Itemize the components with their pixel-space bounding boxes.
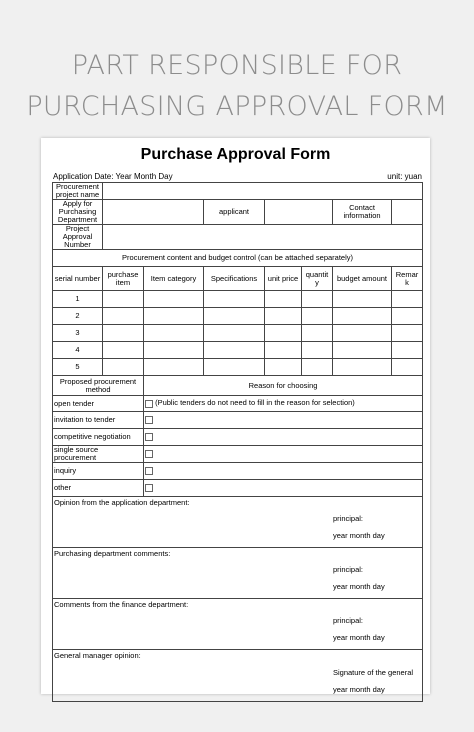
row-number: 1 bbox=[53, 291, 103, 308]
finance-opinion-label: Comments from the finance department: bbox=[54, 600, 189, 609]
cell[interactable] bbox=[103, 291, 144, 308]
finance-opinion-box[interactable] bbox=[53, 599, 423, 650]
cell[interactable] bbox=[333, 308, 392, 325]
banner-line-1: PART RESPONSIBLE FOR bbox=[71, 50, 403, 81]
cell[interactable] bbox=[265, 325, 302, 342]
reason-field[interactable] bbox=[144, 480, 423, 497]
table-row bbox=[53, 342, 423, 359]
checkbox[interactable] bbox=[145, 467, 153, 475]
cell[interactable] bbox=[392, 342, 423, 359]
contact-information-field[interactable] bbox=[392, 200, 423, 225]
col-unit-price: unit price bbox=[265, 267, 302, 291]
cell[interactable] bbox=[144, 342, 204, 359]
date-label: year month day bbox=[333, 531, 385, 540]
cell[interactable] bbox=[265, 342, 302, 359]
method-open-tender: open tender bbox=[53, 396, 144, 412]
method-row bbox=[53, 429, 423, 446]
cell[interactable] bbox=[144, 308, 204, 325]
apply-department-field[interactable] bbox=[103, 200, 204, 225]
col-remark: Remar k bbox=[392, 267, 423, 291]
col-quantity: quantit y bbox=[302, 267, 333, 291]
cell[interactable] bbox=[204, 325, 265, 342]
table-row bbox=[53, 325, 423, 342]
date-label: year month day bbox=[333, 582, 385, 591]
cell[interactable] bbox=[333, 359, 392, 376]
table-row bbox=[53, 308, 423, 325]
col-specifications: Specifications bbox=[204, 267, 265, 291]
cell[interactable] bbox=[333, 342, 392, 359]
general-manager-opinion-box[interactable] bbox=[53, 650, 423, 702]
cell[interactable] bbox=[204, 359, 265, 376]
contact-information-label: Contact information bbox=[333, 200, 392, 225]
row-number: 2 bbox=[53, 308, 103, 325]
method-row bbox=[53, 480, 423, 497]
reason-field[interactable] bbox=[144, 412, 423, 429]
project-approval-number-field[interactable] bbox=[103, 225, 423, 250]
cell[interactable] bbox=[144, 291, 204, 308]
col-item-category: Item category bbox=[144, 267, 204, 291]
cell[interactable] bbox=[302, 308, 333, 325]
cell[interactable] bbox=[103, 325, 144, 342]
cell[interactable] bbox=[333, 291, 392, 308]
row-number: 5 bbox=[53, 359, 103, 376]
cell[interactable] bbox=[144, 359, 204, 376]
method-competitive-negotiation: competitive negotiation bbox=[53, 429, 144, 446]
reason-for-choosing-label: Reason for choosing bbox=[144, 376, 423, 396]
application-opinion-label: Opinion from the application department: bbox=[54, 498, 190, 507]
signature-label: Signature of the general bbox=[333, 668, 414, 677]
purchasing-opinion-label: Purchasing department comments: bbox=[54, 549, 171, 558]
procurement-project-name-field[interactable] bbox=[103, 183, 423, 200]
banner bbox=[0, 0, 474, 138]
cell[interactable] bbox=[333, 325, 392, 342]
table-row bbox=[53, 359, 423, 376]
cell[interactable] bbox=[392, 291, 423, 308]
cell[interactable] bbox=[302, 359, 333, 376]
open-tender-reason bbox=[144, 396, 423, 412]
principal-label: principal: bbox=[333, 514, 364, 523]
cell[interactable] bbox=[265, 291, 302, 308]
content-header: Procurement content and budget control (can be attached separately) bbox=[53, 250, 423, 267]
application-date: Application Date: Year Month Day bbox=[53, 172, 173, 181]
cell[interactable] bbox=[392, 325, 423, 342]
principal-label: principal: bbox=[333, 565, 364, 574]
unit-label: unit: yuan bbox=[387, 172, 422, 181]
purchasing-opinion-box[interactable] bbox=[53, 548, 423, 599]
cell[interactable] bbox=[265, 308, 302, 325]
project-approval-number-label: Project Approval Number bbox=[53, 225, 103, 250]
checkbox[interactable] bbox=[145, 484, 153, 492]
reason-field[interactable] bbox=[144, 463, 423, 480]
method-other: other bbox=[53, 480, 144, 497]
cell[interactable] bbox=[302, 291, 333, 308]
method-row bbox=[53, 396, 423, 412]
method-row bbox=[53, 463, 423, 480]
date-label: year month day bbox=[333, 633, 385, 642]
checkbox[interactable] bbox=[145, 400, 153, 408]
table-row bbox=[53, 291, 423, 308]
approval-table bbox=[52, 182, 423, 702]
cell[interactable] bbox=[103, 342, 144, 359]
cell[interactable] bbox=[144, 325, 204, 342]
form-paper bbox=[41, 138, 430, 694]
procurement-project-name-label: Procurement project name bbox=[53, 183, 103, 200]
checkbox[interactable] bbox=[145, 416, 153, 424]
row-number: 4 bbox=[53, 342, 103, 359]
method-single-source: single source procurement bbox=[53, 446, 144, 463]
open-tender-note: (Public tenders do not need to fill in the reason for selection) bbox=[155, 398, 355, 408]
method-row bbox=[53, 412, 423, 429]
reason-field[interactable] bbox=[144, 429, 423, 446]
cell[interactable] bbox=[265, 359, 302, 376]
cell[interactable] bbox=[392, 359, 423, 376]
method-inquiry: inquiry bbox=[53, 463, 144, 480]
method-row bbox=[53, 446, 423, 463]
checkbox[interactable] bbox=[145, 450, 153, 458]
proposed-method-label: Proposed procurement method bbox=[53, 376, 144, 396]
cell[interactable] bbox=[204, 342, 265, 359]
form-title: Purchase Approval Form bbox=[140, 146, 331, 163]
cell[interactable] bbox=[204, 291, 265, 308]
application-opinion-box[interactable] bbox=[53, 497, 423, 548]
col-serial-number: serial number bbox=[53, 267, 103, 291]
cell[interactable] bbox=[103, 359, 144, 376]
principal-label: principal: bbox=[333, 616, 364, 625]
col-budget-amount: budget amount bbox=[333, 267, 392, 291]
apply-department-label: Apply for Purchasing Department bbox=[53, 200, 103, 225]
general-manager-opinion-label: General manager opinion: bbox=[54, 651, 141, 660]
cell[interactable] bbox=[302, 325, 333, 342]
col-purchase-item: purchase item bbox=[103, 267, 144, 291]
banner-line-2: PURCHASING APPROVAL FORM bbox=[26, 91, 448, 122]
checkbox[interactable] bbox=[145, 433, 153, 441]
cell[interactable] bbox=[302, 342, 333, 359]
applicant-label: applicant bbox=[204, 200, 265, 225]
applicant-field[interactable] bbox=[265, 200, 333, 225]
cell[interactable] bbox=[103, 308, 144, 325]
method-invitation-to-tender: invitation to tender bbox=[53, 412, 144, 429]
row-number: 3 bbox=[53, 325, 103, 342]
reason-field[interactable] bbox=[144, 446, 423, 463]
date-label: year month day bbox=[333, 685, 385, 694]
cell[interactable] bbox=[204, 308, 265, 325]
cell[interactable] bbox=[392, 308, 423, 325]
